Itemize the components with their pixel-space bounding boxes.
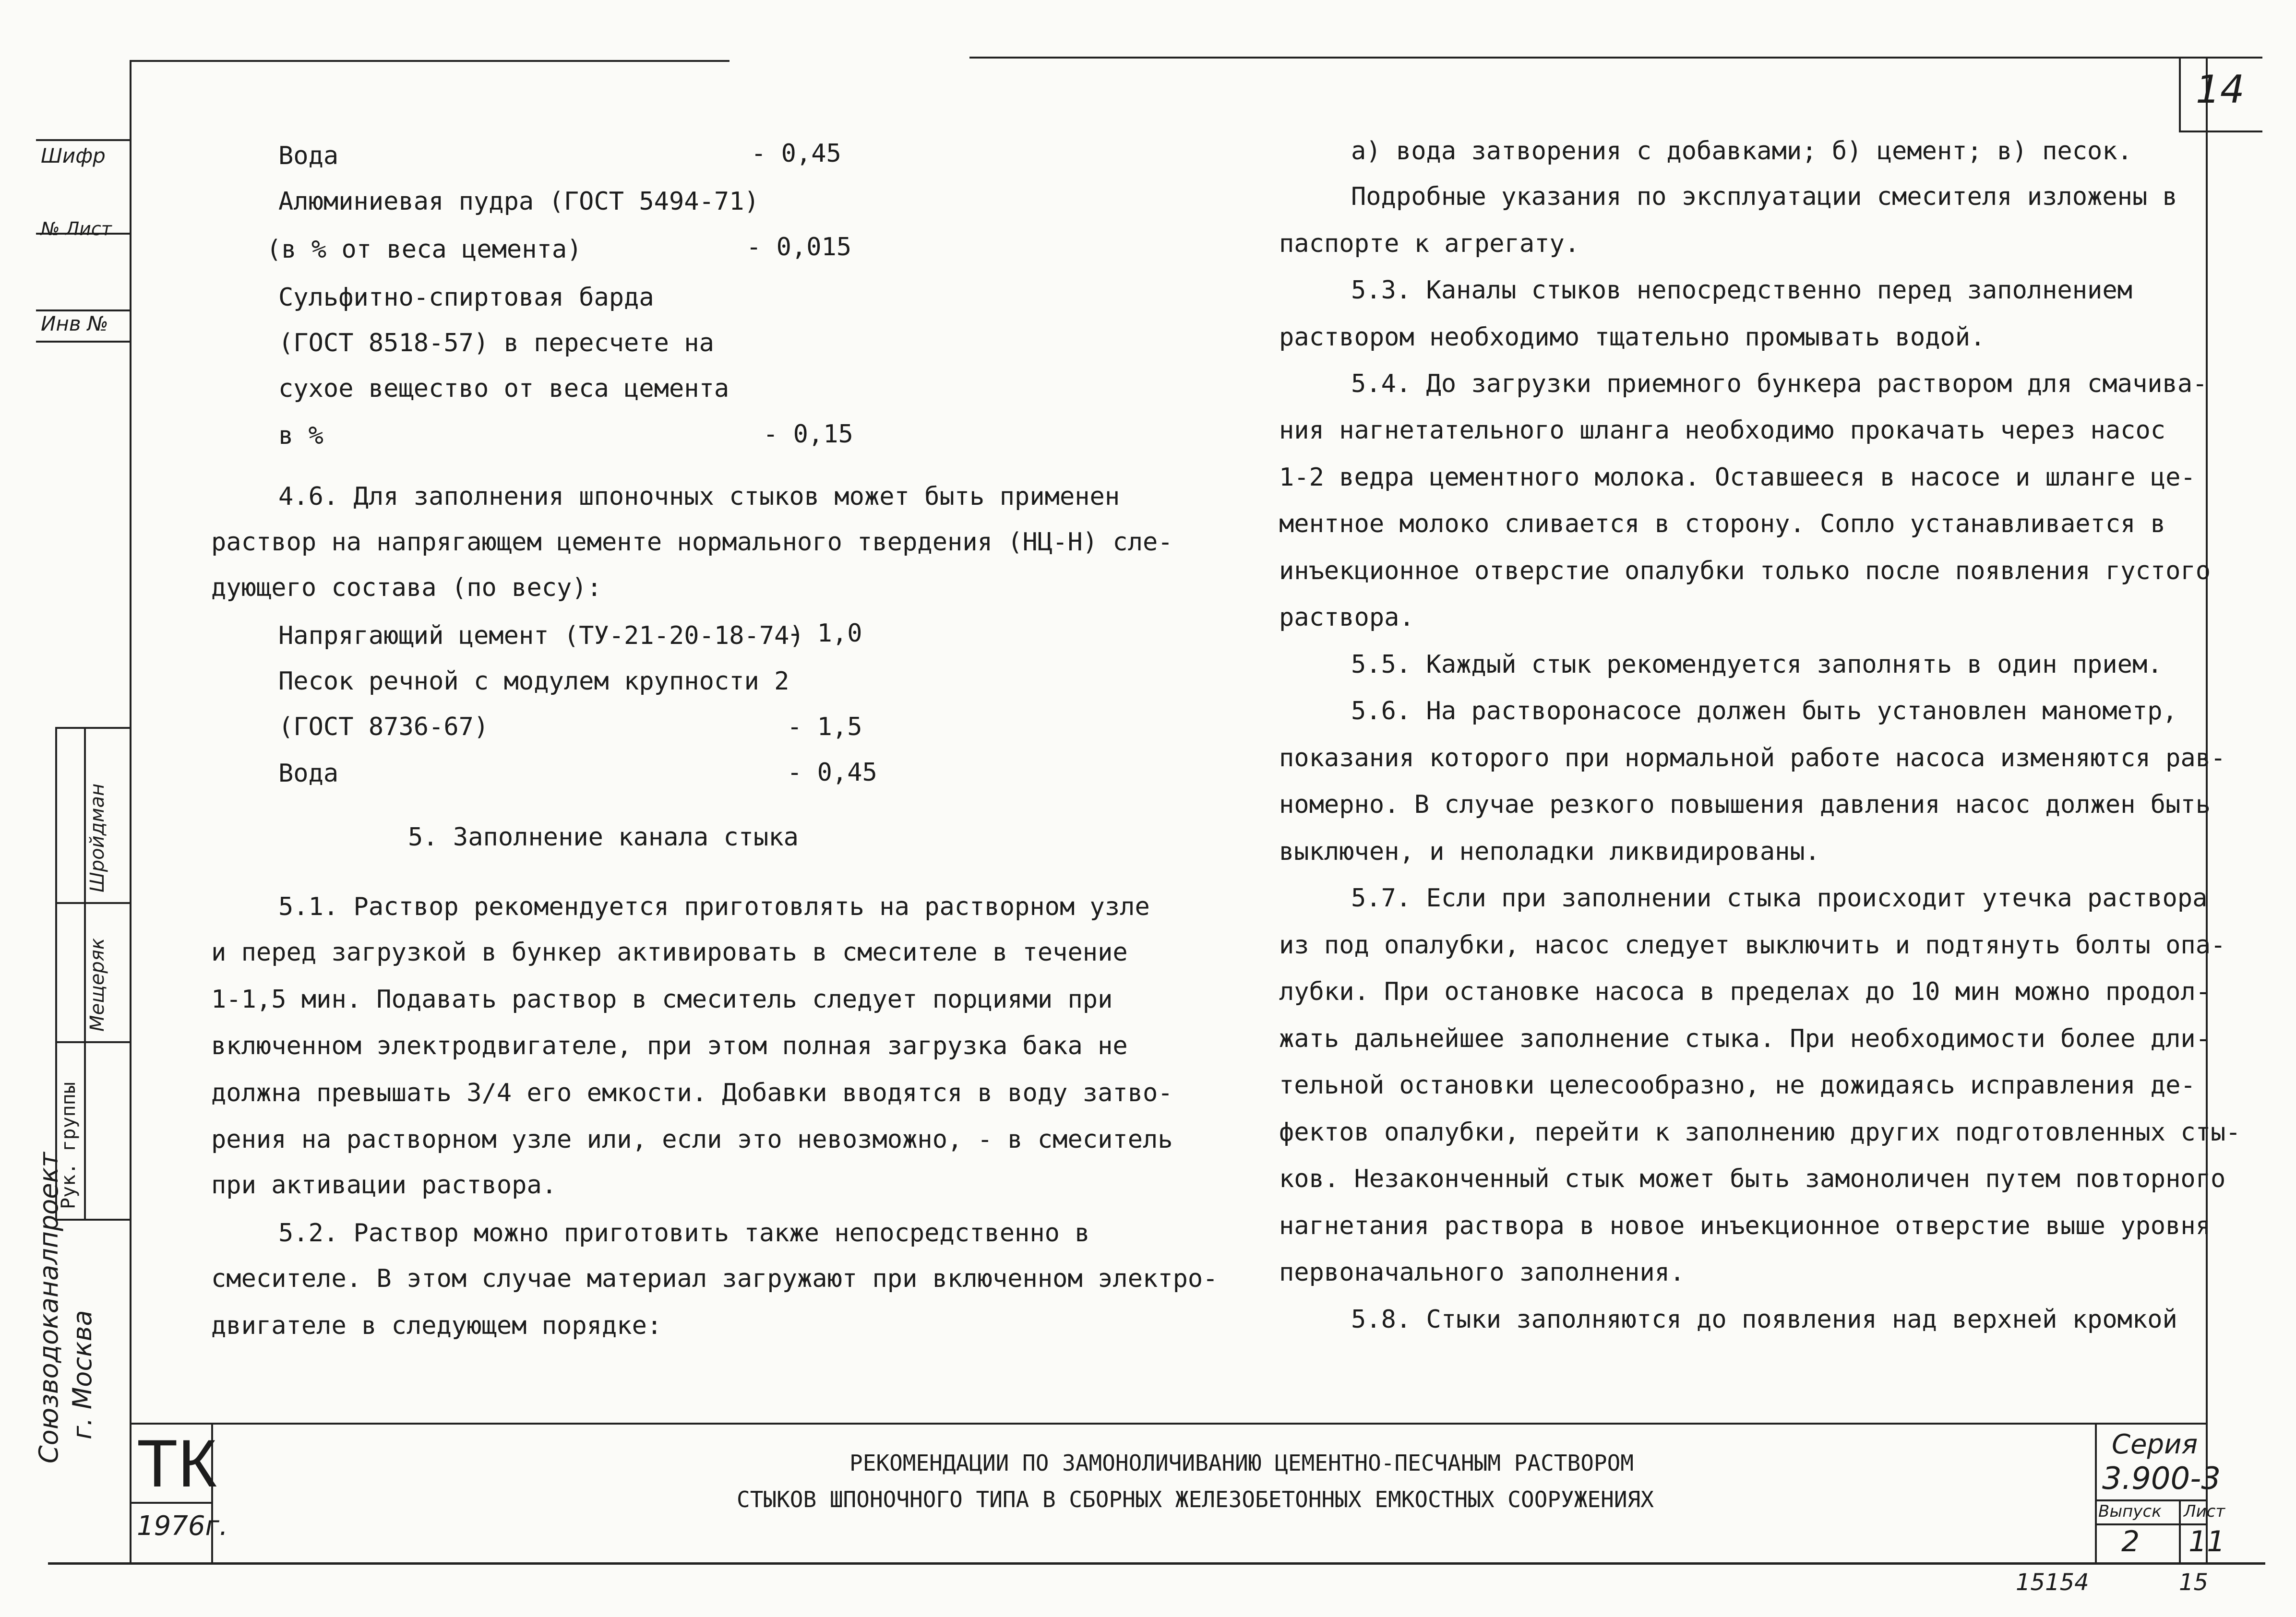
stamp-city: г. Москва: [67, 1310, 97, 1439]
stamp-hline-4: [55, 1219, 130, 1221]
stamp-hline-3: [55, 1041, 130, 1043]
comp2-value-0: - 1,0: [787, 619, 862, 648]
issue-label: Выпуск: [2098, 1502, 2162, 1521]
frame-left: [130, 60, 132, 1564]
comp1-label-6: в %: [278, 421, 323, 450]
right-line-14: номерно. В случае резкого повышения давления насос должен быть: [1279, 790, 2211, 819]
comp1-value-2: - 0,015: [746, 233, 852, 262]
frame-top-left: [130, 60, 729, 62]
para-5-2-line-2: двигателе в следующем порядке:: [211, 1311, 662, 1340]
title-block-series-line: [2095, 1499, 2208, 1501]
stamp-role: Рук. группы: [58, 1082, 80, 1209]
right-line-7: 1-2 ведра цементного молока. Оставшееся в насосе и шланге це-: [1279, 463, 2196, 492]
sheet-value: 11: [2188, 1525, 2225, 1558]
right-line-21: фектов опалубки, перейти к заполнению других подготовленных сты-: [1279, 1118, 2241, 1147]
frame-top-right: [969, 57, 2179, 59]
section-5-heading: 5. Заполнение канала стыка: [408, 823, 799, 852]
comp2-value-3: - 0,45: [787, 758, 877, 787]
doc-title-line-2: СТЫКОВ ШПОНОЧНОГО ТИПА В СБОРНЫХ ЖЕЛЕЗОБЕТОННЫХ ЕМКОСТНЫХ СООРУЖЕНИЯХ: [737, 1486, 1654, 1512]
para-5-1-line-0: 5.1. Раствор рекомендуется приготовлять на растворном узле: [278, 892, 1150, 921]
series-label: Серия: [2112, 1429, 2198, 1460]
right-line-23: нагнетания раствора в новое инъекционное отверстие выше уровня: [1279, 1212, 2211, 1240]
bottom-note-right: 15: [2179, 1569, 2209, 1596]
margin-inv-no: Инв №: [41, 312, 108, 335]
para-5-1-line-4: должна превышать 3/4 его емкости. Добавки вводятся в воду затво-: [211, 1079, 1173, 1107]
right-line-13: показания которого при нормальной работе насоса изменяются рав-: [1279, 744, 2226, 773]
right-line-24: первоначального заполнения.: [1279, 1258, 1685, 1287]
series-value: 3.900-3: [2102, 1461, 2221, 1497]
sheet-label: Лист: [2184, 1502, 2225, 1521]
right-line-8: ментное молоко сливается в сторону. Сопло устанавливается в: [1279, 510, 2166, 538]
bottom-note-left: 15154: [2016, 1569, 2089, 1596]
comp2-label-1: Песок речной с модулем крупности 2: [278, 667, 789, 696]
right-line-19: жать дальнейшее заполнение стыка. При необходимости более дли-: [1279, 1024, 2211, 1053]
comp1-label-0: Вода: [278, 142, 339, 170]
para-5-1-line-5: рения на растворном узле или, если это невозможно, - в смеситель: [211, 1125, 1173, 1154]
stamp-hline-2: [55, 902, 130, 904]
para-5-2-line-1: смесителе. В этом случае материал загружают при включенном электро-: [211, 1264, 1218, 1293]
para-5-1-line-1: и перед загрузкой в бункер активировать в смесителе в течение: [211, 938, 1128, 967]
para-4-6-line-2: дующего состава (по весу):: [211, 573, 602, 602]
para-5-2-line-0: 5.2. Раствор можно приготовить также непосредственно в: [278, 1219, 1090, 1248]
right-line-10: раствора.: [1279, 603, 1414, 632]
right-line-3: 5.3. Каналы стыков непосредственно перед заполнением: [1351, 276, 2132, 305]
stamp-org: Союзводоканалпроект: [34, 1152, 64, 1463]
comp1-label-5: сухое вещество от веса цемента: [278, 374, 729, 403]
frame-bottom: [48, 1562, 2265, 1565]
margin-line-1: [36, 139, 130, 141]
top-sheet-number: 14: [2196, 67, 2245, 112]
right-line-25: 5.8. Стыки заполняются до появления над верхней кромкой: [1351, 1305, 2177, 1334]
right-line-18: лубки. При остановке насоса в пределах до 10 мин можно продол-: [1279, 977, 2211, 1006]
title-block-org-line: [130, 1502, 213, 1504]
right-line-17: из под опалубки, насос следует выключить и подтянуть болты опа-: [1279, 931, 2226, 960]
right-line-1: Подробные указания по эксплуатации смесителя изложены в: [1351, 182, 2177, 211]
title-block-top: [130, 1423, 2208, 1425]
margin-shifr: Шифр: [41, 144, 106, 167]
right-line-0: а) вода затворения с добавками; б) цемент; в) песок.: [1351, 137, 2132, 166]
right-line-5: 5.4. До загрузки приемного бункера раствором для смачива-: [1351, 369, 2208, 398]
right-line-12: 5.6. На растворонасосе должен быть установлен манометр,: [1351, 697, 2177, 725]
title-block-divider-right: [2095, 1423, 2097, 1564]
stamp-name-2: Мещеряк: [86, 938, 108, 1032]
comp1-label-3: Сульфитно-спиртовая барда: [278, 283, 654, 312]
comp2-label-2: (ГОСТ 8736-67): [278, 713, 489, 741]
para-5-1-line-3: включенном электродвигателе, при этом полная загрузка бака не: [211, 1032, 1128, 1060]
stamp-vline-1: [55, 727, 57, 1219]
right-line-4: раствором необходимо тщательно промывать водой.: [1279, 323, 1985, 352]
comp1-label-2: (в % от веса цемента): [266, 235, 582, 264]
para-4-6-line-0: 4.6. Для заполнения шпоночных стыков может быть применен: [278, 482, 1120, 511]
doc-title-line-1: РЕКОМЕНДАЦИИ ПО ЗАМОНОЛИЧИВАНИЮ ЦЕМЕНТНО-ПЕСЧАНЫМ РАСТВОРОМ: [849, 1450, 1634, 1476]
para-5-1-line-6: при активации раствора.: [211, 1171, 557, 1200]
year: 1976г.: [137, 1510, 228, 1542]
margin-doc-sheet: № Лист: [41, 218, 112, 239]
right-line-11: 5.5. Каждый стык рекомендуется заполнять в один прием.: [1351, 650, 2163, 679]
title-block-issue-divider: [2179, 1499, 2181, 1564]
right-line-2: паспорте к агрегату.: [1279, 229, 1580, 258]
right-line-22: ков. Незаконченный стык может быть замоноличен путем повторного: [1279, 1165, 2226, 1193]
comp2-label-0: Напрягающий цемент (ТУ-21-20-18-74): [278, 621, 804, 650]
stamp-vline-2: [84, 727, 86, 1219]
right-line-20: тельной остановки целесообразно, не дожидаясь исправления де-: [1279, 1071, 2196, 1100]
right-line-9: инъекционное отверстие опалубки только после появления густого: [1279, 557, 2211, 585]
stamp-hline-1: [55, 727, 130, 729]
comp1-value-6: - 0,15: [763, 420, 853, 449]
para-4-6-line-1: раствор на напрягающем цементе нормального твердения (НЦ-Н) сле-: [211, 528, 1173, 557]
comp1-value-0: - 0,45: [751, 139, 841, 168]
right-line-16: 5.7. Если при заполнении стыка происходит утечка раствора: [1351, 884, 2208, 913]
comp1-label-4: (ГОСТ 8518-57) в пересчете на: [278, 329, 714, 357]
comp1-label-1: Алюминиевая пудра (ГОСТ 5494-71): [278, 187, 759, 216]
comp2-label-3: Вода: [278, 759, 339, 788]
right-line-6: ния нагнетательного шланга необходимо прокачать через насос: [1279, 416, 2166, 445]
stamp-name-1: Шройдман: [86, 783, 108, 892]
para-5-1-line-2: 1-1,5 мин. Подавать раствор в смеситель следует порциями при: [211, 985, 1113, 1014]
org-mark: ТК: [137, 1426, 217, 1501]
margin-line-3: [36, 309, 130, 311]
margin-line-4: [36, 341, 130, 343]
comp2-value-2: - 1,5: [787, 713, 862, 741]
issue-value: 2: [2121, 1525, 2140, 1558]
right-line-15: выключен, и неполадки ликвидированы.: [1279, 837, 1820, 866]
